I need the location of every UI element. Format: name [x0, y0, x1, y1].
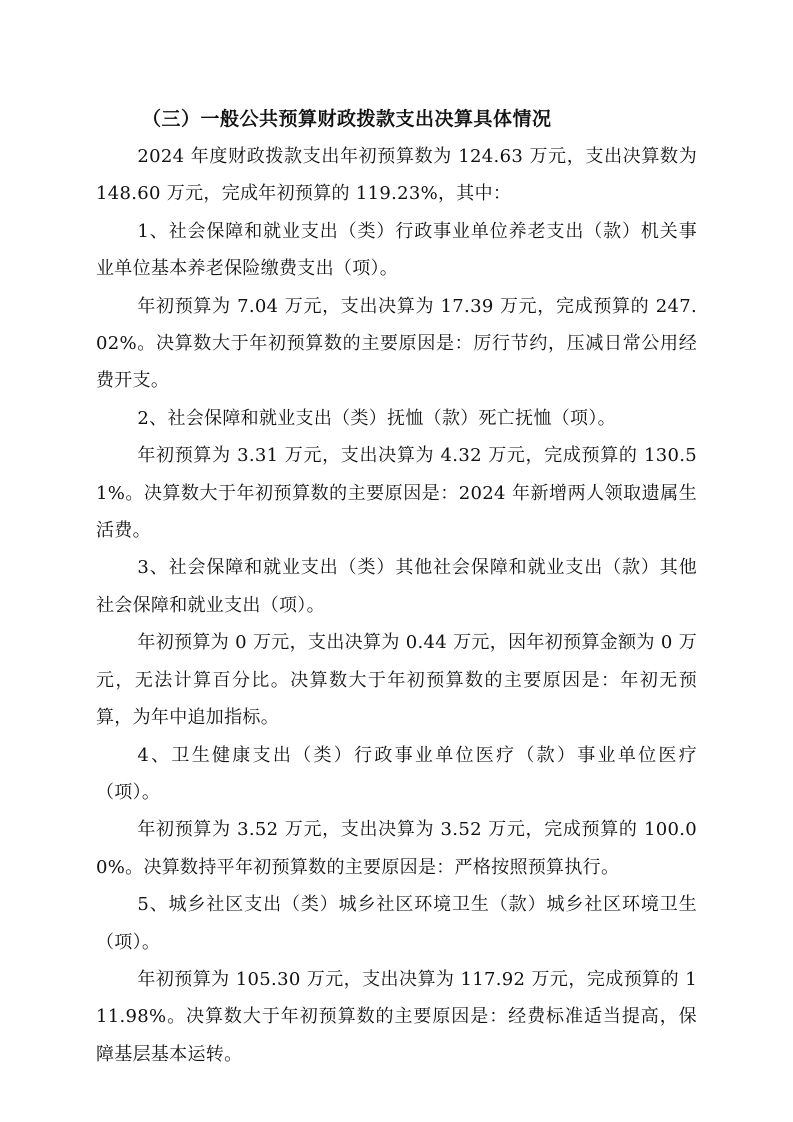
item-5-title: 5、城乡社区支出（类）城乡社区环境卫生（款）城乡社区环境卫生（项）。 — [96, 894, 697, 953]
item-1-title: 1、社会保障和就业支出（类）行政事业单位养老支出（款）机关事业单位基本养老保险缴费支出（项）。 — [96, 220, 697, 280]
item-2-title: 2、社会保障和就业支出（类）抚恤（款）死亡抚恤（项）。 — [137, 407, 616, 429]
section-heading: （三）一般公共预算财政拨款支出决算具体情况 — [142, 108, 552, 130]
summary-paragraph: 2024 年度财政拨款支出年初预算数为 124.63 万元，支出决算数为 148.60 万元，完成年初预算的 119.23%，其中： — [96, 146, 697, 205]
item-2-detail: 年初预算为 3.31 万元，支出决算为 4.32 万元，完成预算的 130.51%。决算数大于年初预算数的主要原因是：2024 年新增两人领取遗属生活费。 — [96, 445, 697, 542]
item-4-title: 4、卫生健康支出（类）行政事业单位医疗（款）事业单位医疗（项）。 — [96, 744, 697, 803]
item-5-detail: 年初预算为 105.30 万元，支出决算为 117.92 万元，完成预算的 111.98%。决算数大于年初预算数的主要原因是：经费标准适当提高，保障基层基本运转。 — [96, 968, 697, 1065]
item-4-detail: 年初预算为 3.52 万元，支出决算为 3.52 万元，完成预算的 100.00%。决算数持平年初预算数的主要原因是：严格按照预算执行。 — [96, 819, 697, 878]
item-3-title: 3、社会保障和就业支出（类）其他社会保障和就业支出（款）其他社会保障和就业支出（项）。 — [96, 557, 697, 616]
item-1-detail: 年初预算为 7.04 万元，支出决算为 17.39 万元，完成预算的 247.02%。决算数大于年初预算数的主要原因是：厉行节约，压减日常公用经费开支。 — [96, 295, 697, 392]
item-3-detail: 年初预算为 0 万元，支出决算为 0.44 万元，因年初预算金额为 0 万元，无法计算百分比。决算数大于年初预算数的主要原因是：年初无预算，为年中追加指标。 — [96, 632, 697, 729]
